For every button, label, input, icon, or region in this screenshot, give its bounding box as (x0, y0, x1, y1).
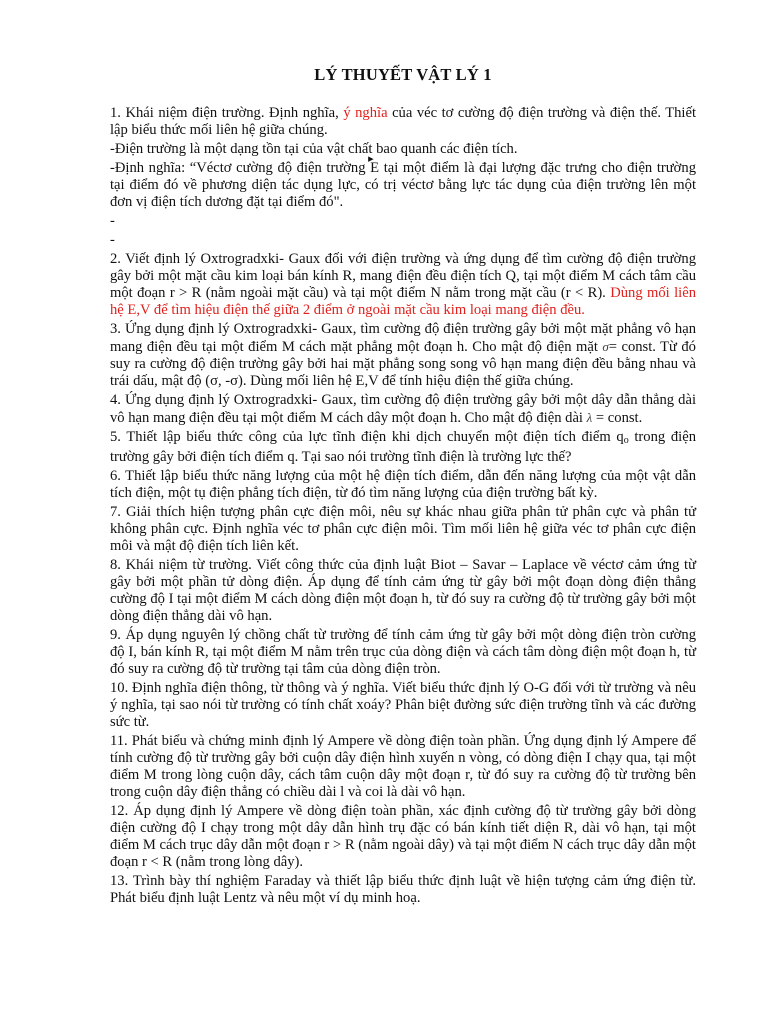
sigma-symbol: σ (602, 339, 609, 354)
question-2 (110, 251, 696, 319)
question-3-text: 3. Ứng dụng định lý Oxtrogradxki- Gaux, tìm cường độ điện trường gây bởi một mặt phẳng vô hạn mang điện đều tại một điểm M cách mặt phẳng một đoạn h. Cho mật độ điện mặt (110, 321, 696, 355)
question-4-text: 4. Ứng dụng định lý Oxtrogradxki- Gaux, tìm cường độ điện trường gây bởi một dây dẫn thẳng dài vô hạn mang điện đều tại một điểm M cách dây một đoạn h. Cho mật độ điện dài (110, 392, 696, 426)
question-8: 8. Khái niệm từ trường. Viết công thức của định luật Biot – Savar – Laplace về véctơ cảm ứng từ gây bởi một phần tử dòng điện. Áp dụng để tính cảm ứng từ gây bởi một đoạn dòng điện thẳng cường độ I tại một điểm M cách dòng điện một đoạn h, từ đó suy ra cường độ từ trường gây bởi một dòng điện thẳng dài vô hạn. (110, 557, 696, 624)
question-7: 7. Giải thích hiện tượng phân cực điện môi, nêu sự khác nhau giữa phân tử phân cực và phân tử không phân cực. Định nghĩa véc tơ phân cực điện môi. Tìm mối liên hệ giữa véc tơ phân cực điện môi và mật độ điện tích liên kết. (110, 504, 696, 554)
question-2-highlight: Dùng mối liên hệ E,V để tìm hiệu điện thế giữa 2 điểm ở ngoài mặt cầu kim loại mang điện đều. (110, 285, 696, 318)
question-1-text-end: của véc tơ cường độ điện trường và điện thế. Thiết lập biểu thức mối liên hệ giữa chúng. (110, 105, 697, 138)
question-13: 13. Trình bày thí nghiệm Faraday và thiết lập biểu thức định luật về hiện tượng cảm ứng điện từ. Phát biểu định luật Lentz và nêu một ví dụ minh hoạ. (110, 873, 696, 906)
document-title: LÝ THUYẾT VẬT LÝ 1 (314, 65, 492, 84)
lambda-symbol: λ (586, 410, 593, 425)
answer-1-line: -Điện trường là một dạng tồn tại của vật chất bao quanh các điện tích. (110, 141, 518, 157)
question-1 (110, 105, 696, 139)
answer-1-definition-start: -Định nghĩa: “Véctơ cường độ điện trường (110, 160, 371, 176)
question-3 (110, 321, 696, 390)
dash-line-2: - (110, 232, 115, 248)
question-9: 9. Áp dụng nguyên lý chồng chất từ trường để tính cảm ứng từ gây bởi một dòng điện tròn cường độ I, bán kính R, tại một điểm M nằm trên trục của dòng điện và cách tâm dòng điện một đoạn h, từ đó suy ra cường độ từ trường tại tâm của dòng điện tròn. (110, 627, 696, 677)
answer-1-definition (110, 160, 696, 211)
question-5-text-end: trong điện trường gây bởi điện tích điểm q. Tại sao nói trường tĩnh điện là trường lực thế? (110, 429, 696, 465)
question-4 (110, 392, 696, 427)
question-2-text: 2. Viết định lý Oxtrogradxki- Gaux đối với điện trường và ứng dụng để tìm cường độ điện trường gây bởi một mặt cầu kim loại bán kính R, mang điện đều điện tích Q, tại một điểm M cách tâm cầu một đoạn r > R (nằm ngoài mặt cầu) và tại một điểm N nằm trong mặt cầu (r < R). (110, 251, 696, 301)
subscript-o: o (623, 435, 629, 446)
vector-e-symbol: ▸ E (370, 160, 379, 177)
dash-line-1: - (110, 213, 115, 229)
question-10: 10. Định nghĩa điện thông, từ thông và ý nghĩa. Viết biểu thức định lý O-G đối với từ trường và nêu ý nghĩa, tại sao nói từ trường có tính chất xoáy? Phân biệt đường sức điện trường tĩnh và các đường sức từ. (110, 680, 696, 730)
answer-1-definition-end: tại một điểm là đại lượng đặc trưng cho điện trường tại điểm đó về phương diện tác dụng lực, có trị véctơ bằng lực tác dụng của điện trường lên một đơn vị điện tích dương đặt tại điểm đó". (110, 160, 696, 210)
question-5 (110, 429, 696, 466)
question-1-text: 1. Khái niệm điện trường. Định nghĩa, (110, 105, 344, 121)
question-12: 12. Áp dụng định lý Ampere về dòng điện toàn phần, xác định cường độ từ trường gây bởi dòng điện cường độ I chạy trong một dây dẫn hình trụ đặc có bán kính tiết diện R, dài vô hạn, tại một điểm M cách trục dây dẫn một đoạn r > R (nằm ngoài dây) và tại một điểm N cách trục dây dẫn một đoạn r < R (nằm trong lòng dây). (110, 803, 696, 870)
question-1-highlight: ý nghĩa (343, 105, 388, 121)
document-page (110, 66, 696, 909)
question-4-text-end: = const. (592, 410, 643, 426)
question-5-text: 5. Thiết lập biểu thức công của lực tĩnh điện khi dịch chuyển một điện tích điểm q (110, 429, 624, 445)
question-6: 6. Thiết lập biểu thức năng lượng của một hệ điện tích điểm, dẫn đến năng lượng của một vật dẫn tích điện, một tụ điện phẳng tích điện, từ đó tìm năng lượng của điện trường bất kỳ. (110, 468, 696, 501)
question-3-text-end: = const. Từ đó suy ra cường độ điện trường gây bởi hai mặt phẳng song song vô hạn mang điện đều bằng nhau và trái dấu, mật độ (σ, -σ). Dùng mối liên hệ E,V để tính hiệu điện thế giữa chúng. (110, 339, 696, 389)
question-11: 11. Phát biểu và chứng minh định lý Ampere về dòng điện toàn phần. Ứng dụng định lý Ampere để tính cường độ từ trường gây bởi cuộn dây điện hình xuyến n vòng, có dòng điện I chạy qua, tại một điểm M trong lòng cuộn dây, cách tâm cuộn dây một đoạn r, từ đó suy ra cường độ từ trường bên trong cuộn dây điện thẳng có chiều dài l và coi là dài vô hạn. (110, 733, 696, 800)
